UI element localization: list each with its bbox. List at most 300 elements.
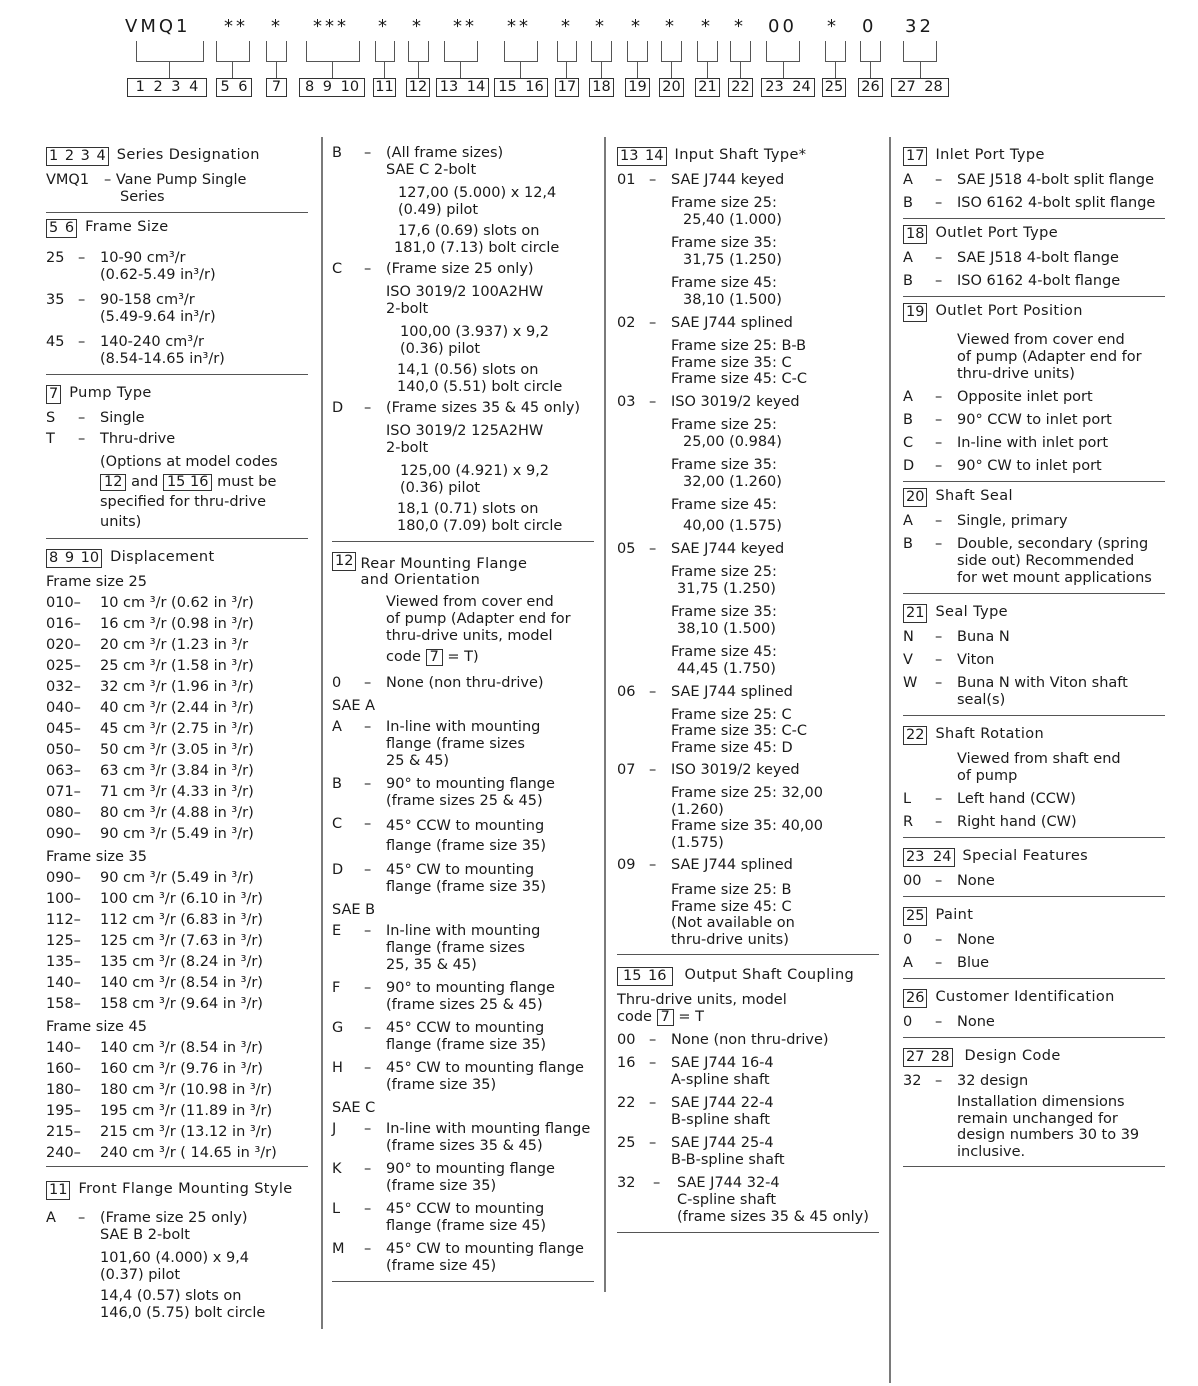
option-detail: Frame size 25: B-B Frame size 35: C Frame size 45: C-C [671,338,807,387]
option-code: B [903,195,913,211]
option-desc: 90° to mounting flange (frame size 35) [386,1161,555,1194]
dash: – [649,1055,657,1071]
option-detail: 14,1 (0.56) slots on 140,0 (5.51) bolt circle [397,362,563,395]
option-code: 00 [617,1032,636,1048]
option-code: 16 [617,1055,636,1071]
position-box: 19 [903,303,927,322]
section-frame-size [46,219,308,375]
code-chars-19: * [631,16,643,37]
option-detail: 100,00 (3.937) x 9,2 (0.36) pilot [400,324,550,357]
option-code: 090– [46,826,81,842]
option-detail: Frame size 45: 38,10 (1.500) [671,275,782,308]
dash: – [364,776,372,792]
dash: – [649,683,657,700]
column-2 [332,145,594,1288]
position-box: 22 [903,726,927,745]
section-title: Special Features [962,848,1089,864]
option-desc: SAE J744 25-4 B-B-spline shaft [671,1135,785,1168]
code-chars-22: * [734,16,746,37]
bracket [306,41,360,62]
connector [637,62,638,78]
position-box-13-14: 13 14 [436,78,489,97]
section-shaft-rotation [903,726,1165,838]
section-inlet-port [903,147,1165,219]
bracket [375,41,395,62]
option-code: 080– [46,805,81,821]
position-ref-box: 7 [426,649,443,666]
option-code: 240– [46,1145,81,1161]
option-code: B [332,776,342,792]
section-title: Input Shaft Type* [674,147,807,163]
connector [384,62,385,78]
divider [46,212,308,213]
option-desc: Buna N [957,629,1010,645]
code-chars-26: 0 [862,16,877,37]
divider [903,1166,1165,1167]
section-note: Thru-drive units, model code 7 = T [617,992,787,1025]
option-desc: 90 cm ³/r (5.49 in ³/r) [100,826,254,842]
position-box: 11 [46,1181,70,1200]
position-box: 7 [46,385,61,404]
option-code: VMQ1 [46,172,90,188]
section-title: Frame Size [85,219,169,235]
dash: – [78,250,86,266]
group-label: SAE A [332,698,376,714]
position-box-19: 19 [625,78,650,97]
section-paint [903,907,1165,979]
section-title: Series Designation [116,147,260,163]
code-chars-21: * [701,16,713,37]
bracket [266,41,287,62]
dash: – [935,932,943,948]
position-box: 18 [903,225,927,244]
option-code: 160– [46,1061,81,1077]
option-desc: 10 cm ³/r (0.62 in ³/r) [100,595,254,611]
bracket [216,41,250,62]
code-chars-18: * [595,16,607,37]
section-special-features [903,848,1165,897]
option-code: C [332,261,343,277]
bracket [408,41,429,62]
option-code: 180– [46,1082,81,1098]
option-code: G [332,1020,344,1036]
code-chars-8-10: *** [313,16,349,37]
dash: – [364,1201,372,1217]
option-desc: Single, primary [957,513,1068,529]
option-desc: 32 cm ³/r (1.96 in ³/r) [100,679,254,695]
dash: – [649,857,657,873]
position-box: 20 [903,488,927,507]
position-ref-box: 7 [657,1009,674,1026]
option-code: 00 [903,873,922,889]
dash: – [935,814,943,830]
connector [601,62,602,78]
option-desc: In-line with mounting flange (frame sizes 25, 35 & 45) [386,923,541,973]
code-chars-23-24: 00 [768,16,797,37]
code-chars-13-14: ** [453,16,477,37]
option-desc: (Frame size 25 only) SAE B 2-bolt [100,1210,248,1243]
bracket [444,41,478,62]
divider [903,837,1165,838]
section-pump-type [46,385,308,539]
dash: – [935,791,943,807]
connector [835,62,836,78]
position-ref-box: 15 16 [163,474,213,491]
option-code: 02 [617,315,636,331]
column-4 [903,145,1165,1173]
dash: – [935,955,943,971]
column-3 [617,145,879,1239]
section-customer-id [903,989,1165,1038]
bracket [766,41,800,62]
option-desc: 45° CW to mounting flange (frame size 35) [386,862,547,895]
position-box-12: 12 [406,78,430,97]
position-box: 5 6 [46,219,77,238]
divider [617,954,879,955]
group-label: Frame size 25 [46,574,147,590]
option-code: H [332,1060,343,1076]
dash: – [649,315,657,331]
option-desc: (Frame sizes 35 & 45 only) [386,400,581,416]
dash: – [935,675,943,691]
option-code: 35 [46,292,65,308]
option-desc: In-line with inlet port [957,435,1109,451]
option-desc: 45° CCW to mounting flange (frame size 35) [386,818,547,854]
position-ref-box: 12 [100,474,126,491]
dash: – [364,1060,372,1076]
position-box-7: 7 [266,78,287,97]
option-desc: SAE J744 splined [671,857,793,873]
option-code: 03 [617,393,636,410]
option-desc: 40 cm ³/r (2.44 in ³/r) [100,700,254,716]
option-detail: Frame size 25: 25,00 (0.984) [671,416,782,450]
option-desc: Thru-drive [100,431,176,447]
option-code: 22 [617,1095,636,1111]
position-box-8-10: 8 9 10 [299,78,365,97]
option-desc: 32 design [957,1073,1029,1089]
option-desc: 140 cm ³/r (8.54 in ³/r) [100,975,263,991]
option-code: 09 [617,857,636,873]
dash: – [649,1032,657,1048]
option-code: 45 [46,334,65,350]
option-desc: 90° to mounting flange (frame sizes 25 & 45) [386,980,555,1013]
bracket [825,41,846,62]
option-code: B [332,145,342,161]
option-code: 0 [903,932,913,948]
position-box: 26 [903,989,927,1008]
pump-type-note: (Options at model codes 12 and 15 16 must be specified for thru-drive units) [100,454,278,530]
option-code: C [332,816,343,832]
option-desc: 180 cm ³/r (10.98 in ³/r) [100,1082,273,1098]
code-chars-20: * [665,16,677,37]
connector [566,62,567,78]
section-front-flange-continued [332,145,594,542]
option-desc: None (non thru-drive) [386,675,544,691]
dash: – [364,923,372,939]
option-detail: 14,4 (0.57) slots on 146,0 (5.75) bolt circle [100,1288,266,1321]
dash: – [935,513,943,529]
option-detail: Frame size 45: [671,496,777,513]
bracket [903,41,937,62]
divider [617,1232,879,1233]
option-desc: 240 cm ³/r ( 14.65 in ³/r) [100,1145,277,1161]
option-detail: Frame size 25: 25,40 (1.000) [671,195,782,228]
section-outlet-position [903,303,1165,482]
section-title: Inlet Port Type [935,147,1045,163]
option-code: 112– [46,912,81,928]
connector [332,62,333,78]
option-desc: SAE J744 22-4 B-spline shaft [671,1095,774,1128]
option-desc: 25 cm ³/r (1.58 in ³/r) [100,658,254,674]
divider [332,541,594,542]
section-front-flange [46,1181,308,1322]
option-desc: 71 cm ³/r (4.33 in ³/r) [100,784,254,800]
option-desc: SAE J744 16-4 A-spline shaft [671,1055,774,1088]
dash: – [364,1241,372,1257]
divider [903,481,1165,482]
position-box-21: 21 [695,78,720,97]
divider [332,1281,594,1282]
option-code: 32 [617,1175,636,1191]
option-code: S [46,410,56,426]
code-chars-1-4: VMQ1 [125,16,191,37]
dash: – [364,261,372,277]
option-code: 045– [46,721,81,737]
option-code: B [903,412,913,428]
dash: – [364,1161,372,1177]
option-code: 215– [46,1124,81,1140]
option-code: F [332,980,341,996]
code-chars-17: * [561,16,573,37]
option-desc: 45° CCW to mounting flange (frame size 45) [386,1201,547,1234]
section-shaft-seal [903,488,1165,594]
option-desc: SAE J744 32-4 C-spline shaft (frame sizes 35 & 45 only) [677,1175,869,1225]
option-code: A [903,955,913,971]
option-desc: 10-90 cm³/r (0.62-5.49 in³/r) [100,250,216,283]
option-code: 05 [617,540,636,557]
option-code: E [332,923,342,939]
code-chars-7: * [271,16,283,37]
option-code: T [46,431,55,447]
option-desc: 125 cm ³/r (7.63 in ³/r) [100,933,263,949]
option-desc: 63 cm ³/r (3.84 in ³/r) [100,763,254,779]
dash: – [935,458,943,474]
position-box-25: 25 [822,78,846,97]
code-chars-12: * [412,16,424,37]
option-code: 01 [617,172,636,188]
dash: – [653,1175,661,1191]
dash: – [364,1121,372,1137]
bracket [136,41,204,62]
section-title: Output Shaft Coupling [684,967,855,983]
position-box-15-16: 15 16 [494,78,548,97]
option-desc: Single [100,410,145,426]
position-box: 12 [332,552,356,571]
section-title: Outlet Port Type [935,225,1059,241]
section-design-code [903,1048,1165,1167]
dash: – [935,435,943,451]
group-label: SAE C [332,1100,376,1116]
position-box: 25 [903,907,927,926]
option-detail: ISO 3019/2 125A2HW 2-bolt [386,423,544,456]
section-input-shaft [617,147,879,955]
option-code: 040– [46,700,81,716]
option-code: A [46,1210,56,1226]
option-code: K [332,1161,342,1177]
option-code: 140– [46,1040,81,1056]
group-label: Frame size 35 [46,849,147,865]
option-desc: None [957,932,995,948]
option-detail: 17,6 (0.69) slots on 181,0 (7.13) bolt circle [394,223,560,256]
option-code: R [903,814,914,830]
option-desc: 90-158 cm³/r (5.49-9.64 in³/r) [100,292,216,325]
option-detail: Frame size 35: 32,00 (1.260) [671,456,782,490]
option-desc: ISO 3019/2 keyed [671,762,800,778]
option-code: 140– [46,975,81,991]
option-desc: 80 cm ³/r (4.88 in ³/r) [100,805,254,821]
option-detail: Frame size 35: 31,75 (1.250) [671,235,782,268]
divider [903,978,1165,979]
option-desc-cont: Series [120,189,165,205]
section-title: Pump Type [69,385,152,401]
option-code: 020– [46,637,81,653]
bracket [591,41,612,62]
option-desc: 195 cm ³/r (11.89 in ³/r) [100,1103,273,1119]
bracket [661,41,682,62]
option-code: J [332,1121,337,1137]
option-desc: 45° CW to mounting flange (frame size 35) [386,1060,584,1093]
option-desc: 100 cm ³/r (6.10 in ³/r) [100,891,263,907]
option-code: 25 [46,250,65,266]
option-detail: Frame size 25: 31,75 (1.250) [671,563,777,597]
bracket [627,41,648,62]
connector [783,62,784,78]
dash: – [364,980,372,996]
section-title: Displacement [110,549,215,565]
option-desc: None [957,1014,995,1030]
code-chars-27-28: 32 [905,16,934,37]
option-detail: Frame size 35: 38,10 (1.500) [671,603,777,637]
option-code: 010– [46,595,81,611]
position-box-26: 26 [858,78,883,97]
dash: – [935,629,943,645]
section-outlet-port [903,225,1165,297]
dash: – [78,1210,86,1226]
option-code: 071– [46,784,81,800]
position-box-22: 22 [728,78,753,97]
connector [169,62,170,78]
option-desc: SAE J744 splined [671,683,793,700]
option-desc: SAE J744 keyed [671,540,785,557]
dash: – [935,273,943,289]
option-desc: 112 cm ³/r (6.83 in ³/r) [100,912,263,928]
position-box-18: 18 [589,78,614,97]
option-code: 195– [46,1103,81,1119]
option-detail: Frame size 45: 44,45 (1.750) [671,643,777,677]
position-box-11: 11 [373,78,396,97]
option-code: D [903,458,915,474]
code-chars-11: * [378,16,390,37]
section-output-coupling [617,967,879,1233]
dash: – [364,675,372,691]
option-code: B [903,536,913,552]
section-note: Viewed from shaft end of pump [957,751,1121,784]
option-detail: 125,00 (4.921) x 9,2 (0.36) pilot [400,463,550,496]
connector [920,62,921,78]
dash: – [935,652,943,668]
dash: – [78,292,86,308]
section-seal-type [903,604,1165,716]
code-chars-5-6: ** [224,16,248,37]
option-desc: 160 cm ³/r (9.76 in ³/r) [100,1061,263,1077]
option-desc: 140 cm ³/r (8.54 in ³/r) [100,1040,263,1056]
option-desc: 45° CCW to mounting flange (frame size 35) [386,1020,547,1053]
section-title: Seal Type [935,604,1009,620]
dash: – [78,431,86,447]
dash: – [935,389,943,405]
dash: – [649,762,657,778]
option-code: N [903,629,914,645]
option-desc: 158 cm ³/r (9.64 in ³/r) [100,996,263,1012]
position-box-27-28: 27 28 [891,78,949,97]
option-desc: 90° CCW to inlet port [957,412,1112,428]
option-detail: 101,60 (4.000) x 9,4 (0.37) pilot [100,1250,250,1283]
group-label: SAE B [332,902,376,918]
divider [903,296,1165,297]
option-code: A [903,250,913,266]
option-desc: 135 cm ³/r (8.24 in ³/r) [100,954,263,970]
option-desc: 90° to mounting flange (frame sizes 25 & 45) [386,776,555,809]
option-code: 125– [46,933,81,949]
option-desc: ISO 6162 4-bolt flange [957,273,1121,289]
dash: – [364,816,372,832]
option-detail: Frame size 25: C Frame size 35: C-C Frame size 45: D [671,706,807,756]
option-code: 158– [46,996,81,1012]
bracket [860,41,881,62]
divider [46,1166,308,1167]
divider [903,218,1165,219]
dash: – [935,1014,943,1030]
connector [870,62,871,78]
connector [671,62,672,78]
option-code: A [903,513,913,529]
dash: – [649,1095,657,1111]
option-code: D [332,400,344,416]
dash: – [364,400,372,416]
option-code: 025– [46,658,81,674]
position-box-1-4: 1 2 3 4 [127,78,207,97]
option-code: 100– [46,891,81,907]
section-rear-flange [332,552,594,1282]
bracket [504,41,538,62]
section-series [46,147,308,213]
option-desc: 215 cm ³/r (13.12 in ³/r) [100,1124,273,1140]
option-desc: 20 cm ³/r (1.23 in ³/r [100,637,249,653]
position-box-20: 20 [659,78,684,97]
section-title: Shaft Rotation [935,726,1045,742]
divider [46,374,308,375]
dash: – [364,145,372,161]
section-note: Viewed from cover end of pump (Adapter end for thru-drive units, model code 7 = T) [386,594,571,665]
option-code: 06 [617,683,636,700]
bracket [730,41,751,62]
position-box: 8 9 10 [46,549,102,568]
column-divider [321,137,323,1329]
option-code: B [903,273,913,289]
option-code: 0 [903,1014,913,1030]
divider [903,896,1165,897]
position-box: 1 2 3 4 [46,147,109,166]
